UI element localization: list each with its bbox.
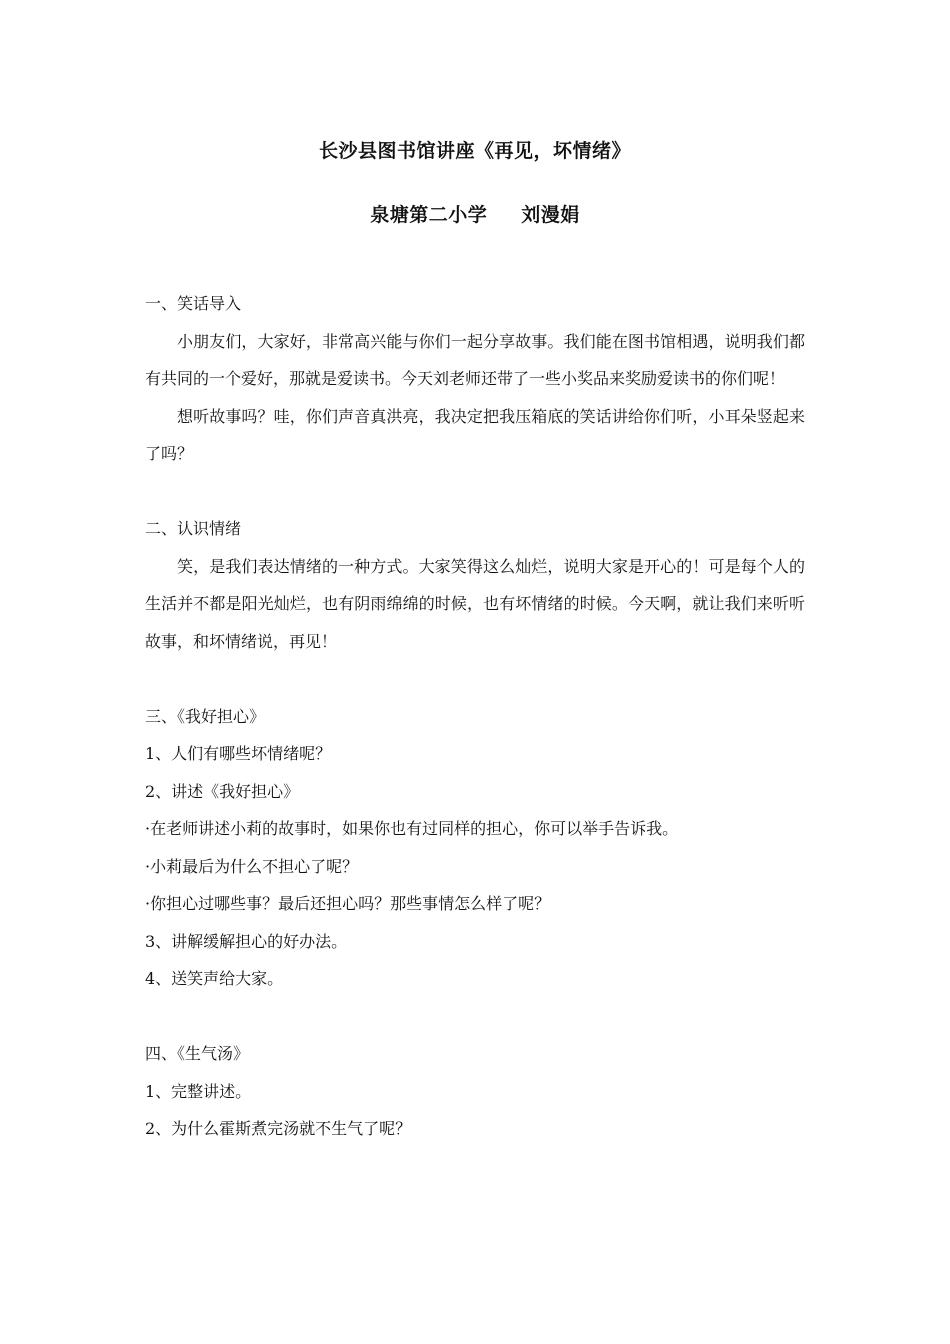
section-heading-1: 一、笑话导入 (145, 294, 242, 313)
section-heading-4: 四、《生气汤》 (145, 1044, 250, 1063)
section-heading-2: 二、认识情绪 (145, 519, 242, 538)
blank-line (145, 660, 805, 698)
list-item: 1、完整讲述。 (145, 1081, 252, 1101)
list-item: 1、人们有哪些坏情绪呢？ (145, 744, 332, 763)
list-item: 3、讲解缓解担心的好办法。 (145, 931, 348, 951)
section-2-paragraph-1: 笑，是我们表达情绪的一种方式。大家笑得这么灿烂，说明大家是开心的！可是每个人的生活并不都是阳光灿烂，也有阴雨绵绵的时候，也有坏情绪的时候。今天啊，就让我们来听听故事，和坏情绪说，再见！ (145, 556, 805, 651)
list-item: 2、讲述《我好担心》 (145, 781, 300, 801)
blank-line (145, 998, 805, 1036)
section-1-paragraph-1: 小朋友们，大家好，非常高兴能与你们一起分享故事。我们能在图书馆相遇，说明我们都有共同的一个爱好，那就是爱读书。今天刘老师还带了一些小奖品来奖励爱读书的你们呢！ (145, 331, 805, 388)
author-line (0, 202, 950, 228)
list-item: ·小莉最后为什么不担心了呢？ (145, 856, 359, 876)
blank-line (145, 473, 805, 511)
list-item: 4、送笑声给大家。 (145, 969, 284, 988)
section-heading-3: 三、《我好担心》 (145, 706, 266, 726)
author-school: 泉塘第二小学 (370, 204, 488, 226)
author-name: 刘漫娟 (521, 204, 580, 226)
document-body (145, 285, 805, 1148)
list-item: 2、为什么霍斯煮完汤就不生气了呢？ (145, 1119, 412, 1138)
list-item: ·你担心过哪些事？最后还担心吗？那些事情怎么样了呢？ (145, 894, 551, 913)
section-1-paragraph-2: 想听故事吗？哇，你们声音真洪亮，我决定把我压箱底的笑话讲给你们听，小耳朵竖起来了吗？ (145, 406, 805, 463)
document-title: 长沙县图书馆讲座《再见，坏情绪》 (318, 140, 631, 162)
list-item: ·在老师讲述小莉的故事时，如果你也有过同样的担心，你可以举手告诉我。 (145, 819, 679, 838)
